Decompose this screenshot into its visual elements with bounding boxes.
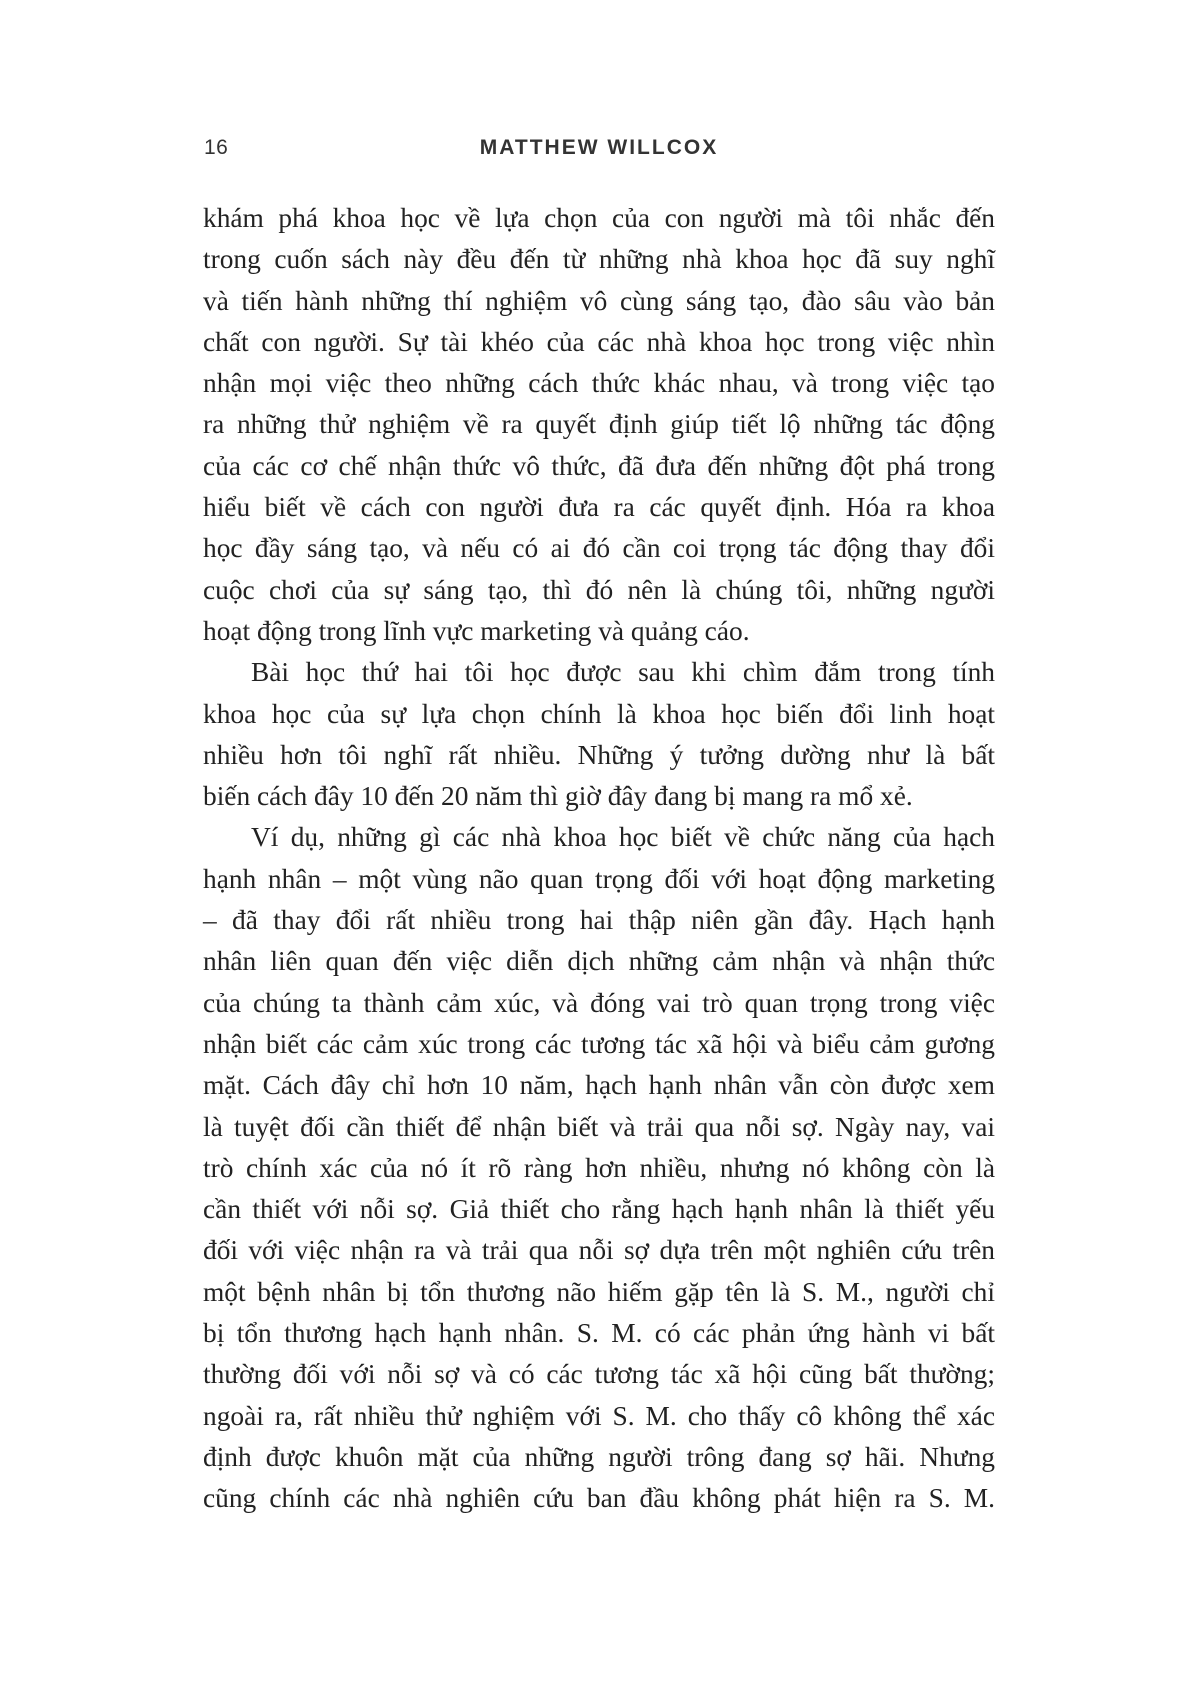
text-line: hiểu biết về cách con người đưa ra các quyết định. Hóa ra khoa (203, 492, 995, 523)
paragraph (203, 652, 995, 817)
text-line: Ví dụ, những gì các nhà khoa học biết về chức năng của hạch (251, 822, 995, 853)
text-line: một bệnh nhân bị tổn thương não hiếm gặp tên là S. M., người chỉ (203, 1276, 995, 1307)
text-line: nhân liên quan đến việc diễn dịch những cảm nhận và nhận thức (203, 946, 995, 977)
text-line: nhiều hơn tôi nghĩ rất nhiều. Những ý tưởng dường như là bất (203, 739, 995, 770)
text-line: cũng chính các nhà nghiên cứu ban đầu không phát hiện ra S. M. (203, 1483, 995, 1514)
text-line: hạnh nhân – một vùng não quan trọng đối với hoạt động marketing (203, 863, 995, 894)
paragraph (203, 817, 995, 1519)
text-line: Bài học thứ hai tôi học được sau khi chìm đắm trong tính (251, 657, 995, 688)
text-line: đối với việc nhận ra và trải qua nỗi sợ dựa trên một nghiên cứu trên (203, 1235, 995, 1266)
text-line: của các cơ chế nhận thức vô thức, đã đưa đến những đột phá trong (203, 450, 995, 481)
text-line: của chúng ta thành cảm xúc, và đóng vai trò quan trọng trong việc (203, 987, 995, 1018)
text-line: trò chính xác của nó ít rõ ràng hơn nhiều, nhưng nó không còn là (203, 1152, 995, 1183)
text-line: nhận mọi việc theo những cách thức khác nhau, và trong việc tạo (203, 368, 995, 399)
paragraph (203, 198, 995, 652)
text-line: trong cuốn sách này đều đến từ những nhà khoa học đã suy nghĩ (203, 244, 995, 275)
text-line: ra những thử nghiệm về ra quyết định giúp tiết lộ những tác động (203, 409, 995, 440)
body-text (203, 198, 995, 1520)
text-line: mặt. Cách đây chỉ hơn 10 năm, hạch hạnh nhân vẫn còn được xem (203, 1070, 995, 1101)
text-line: là tuyệt đối cần thiết để nhận biết và trải qua nỗi sợ. Ngày nay, vai (203, 1111, 995, 1142)
running-head (204, 136, 994, 168)
text-line: biến cách đây 10 đến 20 năm thì giờ đây đang bị mang ra mổ xẻ. (203, 781, 913, 812)
text-line: học đầy sáng tạo, và nếu có ai đó cần coi trọng tác động thay đổi (203, 533, 995, 564)
text-line: định được khuôn mặt của những người trông đang sợ hãi. Nhưng (203, 1441, 995, 1472)
text-line: khoa học của sự lựa chọn chính là khoa học biến đổi linh hoạt (203, 698, 995, 729)
text-line: và tiến hành những thí nghiệm vô cùng sáng tạo, đào sâu vào bản (203, 285, 995, 316)
text-line: hoạt động trong lĩnh vực marketing và quảng cáo. (203, 615, 750, 646)
text-line: ngoài ra, rất nhiều thử nghiệm với S. M. cho thấy cô không thể xác (203, 1400, 995, 1431)
text-line: cần thiết với nỗi sợ. Giả thiết cho rằng hạch hạnh nhân là thiết yếu (203, 1194, 995, 1225)
page-number: 16 (204, 136, 229, 159)
text-line: khám phá khoa học về lựa chọn của con người mà tôi nhắc đến (203, 203, 995, 233)
text-line: cuộc chơi của sự sáng tạo, thì đó nên là chúng tôi, những người (203, 574, 995, 605)
text-line: nhận biết các cảm xúc trong các tương tác xã hội và biểu cảm gương (203, 1028, 995, 1059)
text-line: bị tổn thương hạch hạnh nhân. S. M. có các phản ứng hành vi bất (203, 1318, 995, 1349)
text-line: chất con người. Sự tài khéo của các nhà khoa học trong việc nhìn (203, 326, 995, 357)
text-line: thường đối với nỗi sợ và có các tương tác xã hội cũng bất thường; (203, 1359, 995, 1390)
running-title: MATTHEW WILLCOX (479, 136, 719, 159)
text-line: – đã thay đổi rất nhiều trong hai thập niên gần đây. Hạch hạnh (203, 905, 995, 936)
